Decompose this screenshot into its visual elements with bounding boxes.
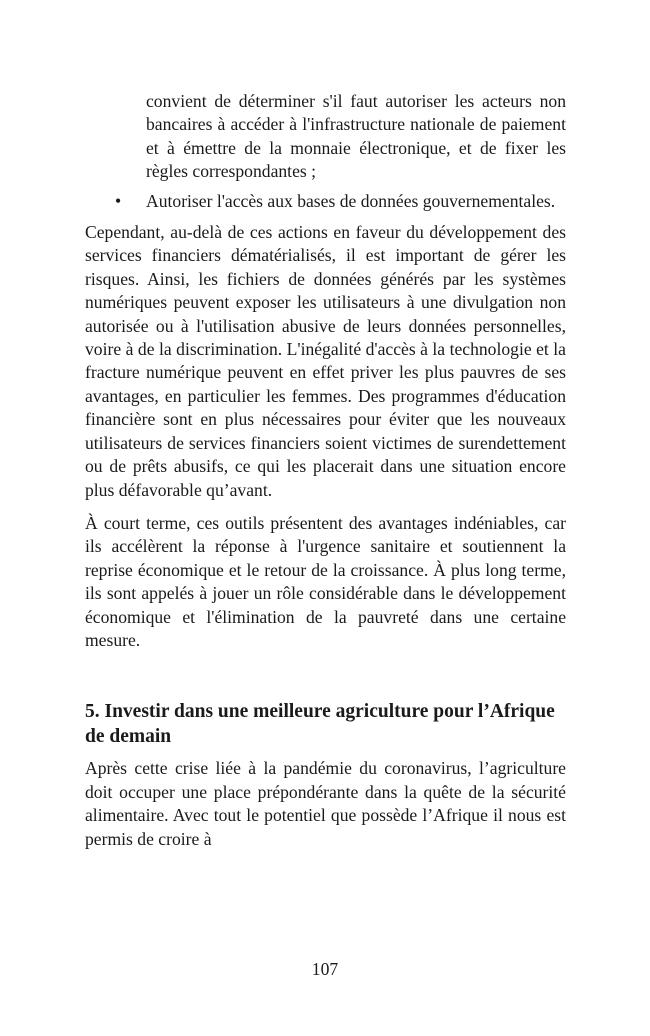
bullet-text: Autoriser l'accès aux bases de données gouvernementales. [146,190,556,211]
section-heading: 5. Investir dans une meilleure agriculture pour l’Afrique de demain [85,701,555,748]
list-continuation-text: convient de déterminer s'il faut autoriser les acteurs non bancaires à accéder à l'infrastructure nationale de paiement et à émettre de la monnaie électronique, et de fixer les règles correspondantes ; [146,91,566,182]
page-number: 107 [311,959,339,979]
bullet-icon: • [115,190,122,211]
bullet-list [85,190,566,213]
page-content [85,90,566,851]
paragraph-risks: Cependant, au-delà de ces actions en faveur du développement des services financiers dématérialisés, il est important de gérer les risques. Ainsi, les fichiers de données générés par les systèmes numériques peuvent exposer les utilisateurs à une divulgation non autorisée ou à l'utilisation abusive de leurs données personnelles, voire à de la discrimination. L'inégalité d'accès à la technologie et la fracture numérique peuvent en effet priver les plus pauvres de ses avantages, en particulier les femmes. Des programmes d'éducation financière sont en plus nécessaires pour éviter que les nouveaux utilisateurs de services financiers soient victimes de surendettement ou de prêts abusifs, ce qui les placerait dans une situation encore plus défavorable qu’avant. [85,222,566,500]
paragraph-short-term: À court terme, ces outils présentent des avantages indéniables, car ils accélèrent la réponse à l'urgence sanitaire et soutiennent la reprise économique et le retour de la croissance. À plus long terme, ils sont appelés à jouer un rôle considérable dans le développement économique et l'élimination de la pauvreté dans une certaine mesure. [85,512,566,650]
paragraph-agriculture: Après cette crise liée à la pandémie du coronavirus, l’agriculture doit occuper une place prépondérante dans la quête de la sécurité alimentaire. Avec tout le potentiel que possède l’Afrique il nous est permis de croire à [85,758,566,849]
bullet-item [115,190,566,213]
